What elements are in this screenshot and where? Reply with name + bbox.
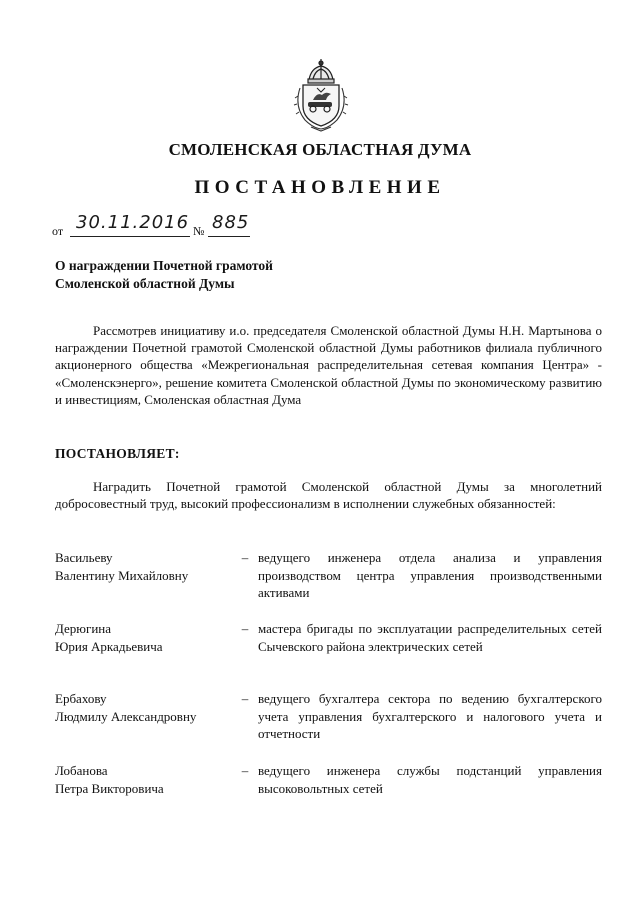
awardee-surname: Васильеву <box>55 550 113 565</box>
document-number-line <box>52 212 352 240</box>
awardee-name <box>55 549 235 584</box>
awardee-name <box>55 762 235 797</box>
awardee-position: ведущего инженера отдела анализа и управления производством центра управления производственными активами <box>258 550 602 600</box>
decree-heading: ПОСТАНОВЛЯЕТ: <box>55 446 180 461</box>
awardee-dash: – <box>241 550 249 565</box>
preamble-paragraph: Рассмотрев инициативу и.о. председателя Смоленской областной Думы Н.Н. Мартынова о награждении Почетной грамотой Смоленской областной Думы работников филиала публичного акционерного общества «Межрегиональная распределительная сетевая компания Центра» - «Смоленскэнерго», решение комитета Смоленской областной Думы по экономическому развитию и инвестициям, Смоленская областная Дума <box>55 323 602 407</box>
awardee-surname: Ербахову <box>55 691 107 706</box>
date-underline <box>70 236 190 237</box>
awardee-dash: – <box>241 763 249 778</box>
subject-line-1: О награждении Почетной грамотой <box>55 258 273 273</box>
award-intro-paragraph: Наградить Почетной грамотой Смоленской областной Думы за многолетний добросовестный труд, высокий профессионализм в исполнении служебных обязанностей: <box>55 479 602 512</box>
awardee-position: ведущего бухгалтера сектора по ведению бухгалтерского учета управления бухгалтерского и налогового учета и отчетности <box>258 691 602 741</box>
awardee-given-names: Петра Викторовича <box>55 780 164 796</box>
awardee-position: ведущего инженера службы подстанций управления высоковольтных сетей <box>258 763 602 796</box>
date-prefix-label: от <box>52 224 64 238</box>
awardee-given-names: Валентину Михайловну <box>55 567 189 583</box>
document-number: 885 <box>212 212 250 233</box>
awardee-name <box>55 620 235 655</box>
subject-line-2: Смоленской областной Думы <box>55 276 235 291</box>
awardee-surname: Дерюгина <box>55 621 112 636</box>
awardee-dash: – <box>241 691 249 706</box>
document-date: 30.11.2016 <box>76 212 190 233</box>
awardee-position: мастера бригады по эксплуатации распределительных сетей Сычевского района электрических сетей <box>258 621 602 654</box>
document-type-title: ПОСТАНОВЛЕНИЕ <box>194 177 446 198</box>
awardee-given-names: Юрия Аркадьевича <box>55 638 163 654</box>
awardee-given-names: Людмилу Александровну <box>55 708 197 724</box>
number-label: № <box>193 224 205 238</box>
document-subject <box>55 257 273 293</box>
awardee-name <box>55 690 235 725</box>
number-underline <box>208 236 250 237</box>
organization-name: СМОЛЕНСКАЯ ОБЛАСТНАЯ ДУМА <box>168 140 472 159</box>
awardee-surname: Лобанова <box>55 763 108 778</box>
awardee-dash: – <box>241 621 249 636</box>
coat-of-arms-icon <box>291 58 351 132</box>
